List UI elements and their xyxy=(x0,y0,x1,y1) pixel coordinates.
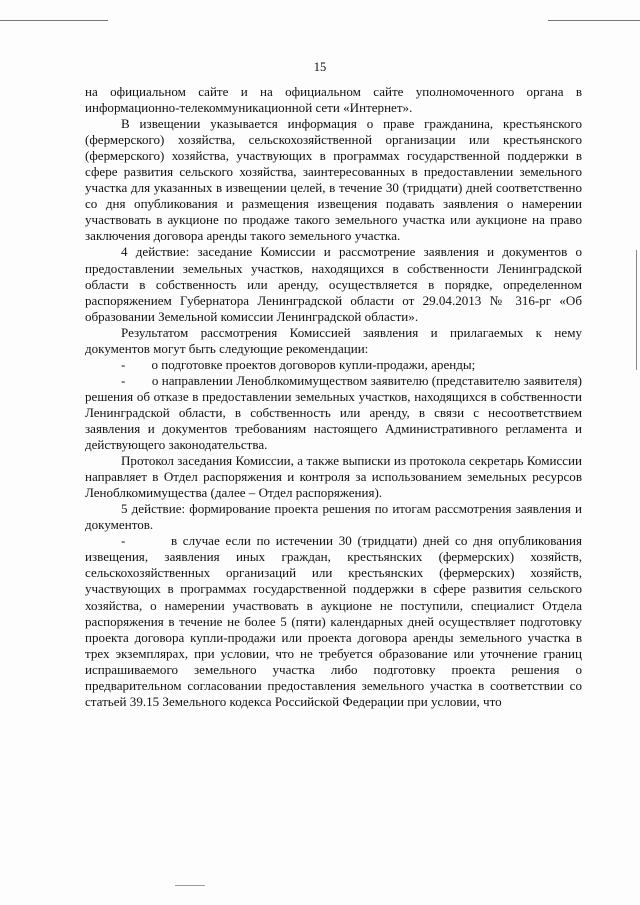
scan-edge-top-right xyxy=(548,20,640,21)
list-item: - в случае если по истечении 30 (тридцати) дней со дня опубликования извещения, заявления иных граждан, крестьянских (фермерских) хозяйств, сельскохозяйственных организаций или крестьянских (фермерских) хозяйств, участвующих в программах государственной поддержки в сфере развития сельского хозяйства, о намерении участвовать в аукционе не поступили, специалист Отдела распоряжения в течение не более 5 (пяти) календарных дней осуществляет подготовку проекта договора купли-продажи или проекта договора аренды земельного участка в трех экземплярах, при условии, что не требуется образование или уточнение границ испрашиваемого земельного участка либо подготовку проекта решения о предварительном согласовании предоставления земельного участка в соответствии со статьей 39.15 Земельного кодекса Российской Федерации при условии, что xyxy=(85,533,586,709)
document-body xyxy=(85,84,586,710)
list-item: - о подготовке проектов договоров купли-продажи, аренды; xyxy=(121,356,476,372)
list-item: - о направлении Леноблкомимуществом заявителю (представителю заявителя) решения об отказе в предоставлении земельных участков, находящихся в собственности Ленинградской области, в собственность или аренду, в связи с несоответствием заявления и документов требованиям настоящего Административного регламента и действующего законодательства. xyxy=(85,372,586,453)
scan-edge-bottom xyxy=(175,885,205,886)
paragraph: 4 действие: заседание Комиссии и рассмотрение заявления и документов о предоставлении земельных участков, находящихся в собственности Ленинградской области в собственность или аренду, осуществляется в порядке, определенном распоряжением Губернатора Ленинградской области от 29.04.2013 № 316-рг «Об образовании Земельной комиссии Ленинградской области». xyxy=(85,244,582,324)
scan-edge-right xyxy=(636,250,637,370)
paragraph: В извещении указывается информация о праве гражданина, крестьянского (фермерского) хозяйства, сельскохозяйственной организации или крестьянского (фермерского) хозяйства, участвующих в программах государственной поддержки в сфере развития сельского хозяйства, заинтересованных в предоставлении земельного участка для указанных в извещении целей, в течение 30 (тридцати) дней соответственно со дня опубликования и размещения извещения подавать заявления о намерении участвовать в аукционе по продаже такого земельного участка или аукционе на право заключения договора аренды такого земельного участка. xyxy=(85,116,582,244)
page-number: 15 xyxy=(313,60,327,74)
scan-edge-top-left xyxy=(0,20,108,21)
paragraph: Результатом рассмотрения Комиссией заявления и прилагаемых к нему документов могут быть следующие рекомендации: xyxy=(85,324,582,356)
paragraph: Протокол заседания Комиссии, а также выписки из протокола секретарь Комиссии направляет в Отдел распоряжения и контроля за использованием земельных ресурсов Леноблкомимущества (далее – Отдел распоряжения). xyxy=(85,453,582,501)
paragraph: на официальном сайте и на официальном сайте уполномоченного органа в информационно-телекоммуникационной сети «Интернет». xyxy=(85,84,582,116)
paragraph: 5 действие: формирование проекта решения по итогам рассмотрения заявления и документов. xyxy=(85,501,582,533)
